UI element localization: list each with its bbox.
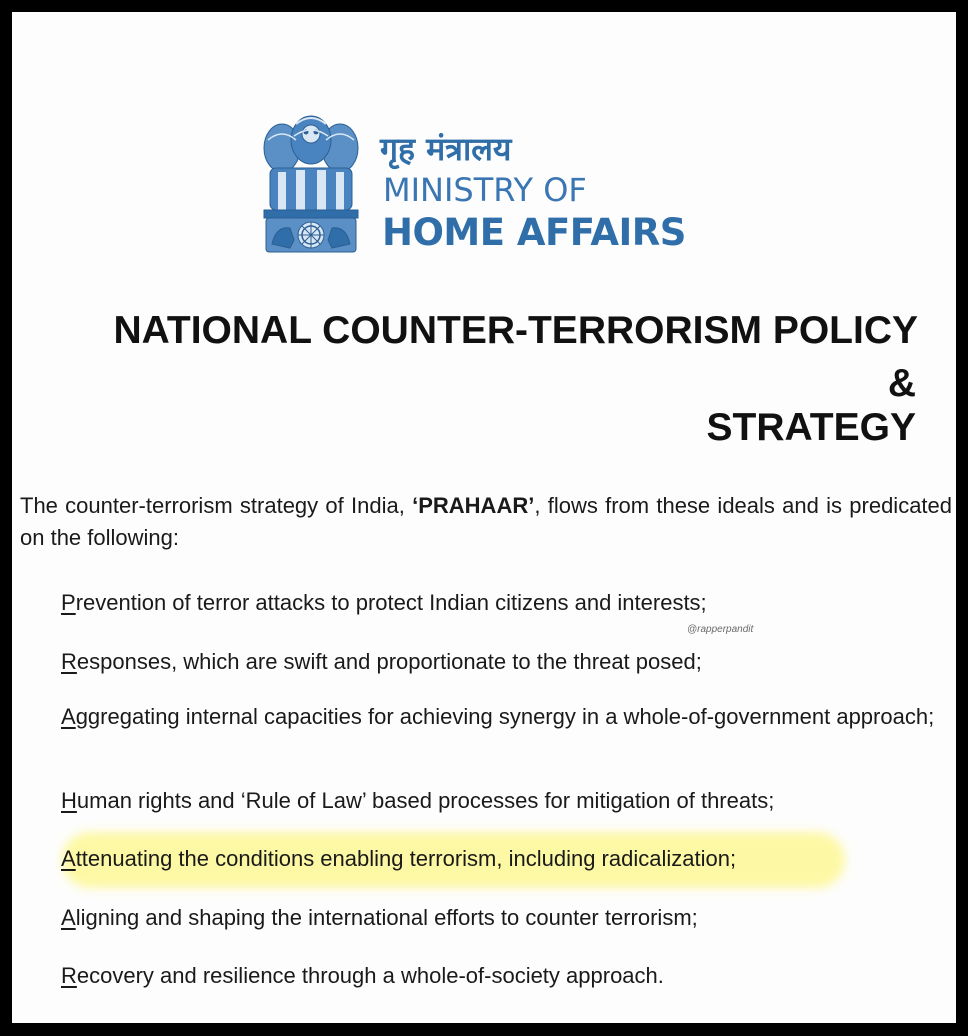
pillar-text: ecovery and resilience through a whole-of-society approach. (76, 963, 664, 988)
pillar-item-responses (61, 649, 951, 675)
pillar-item-prevention (61, 590, 951, 616)
pillar-item-recovery (61, 963, 951, 989)
national-emblem-icon (260, 110, 362, 256)
pillar-item-human-rights (61, 788, 951, 814)
pillar-text: ttenuating the conditions enabling terrorism, including radicalization; (75, 846, 737, 871)
pillar-initial: A (61, 846, 76, 871)
pillar-initial: A (61, 704, 76, 729)
pillar-initial: P (61, 590, 76, 615)
intro-text-after: , flows from these ideals and is predicated on the following: (20, 493, 953, 550)
pillar-item-aggregating (61, 704, 951, 730)
pillar-text: uman rights and ‘Rule of Law’ based processes for mitigation of threats; (76, 788, 775, 813)
document-page (12, 12, 956, 1023)
pillar-initial: R (61, 649, 77, 674)
intro-text-before: The counter-terrorism strategy of India, (20, 493, 413, 518)
strategy-acronym: ‘PRAHAAR’ (412, 493, 535, 518)
watermark-handle: @rapperpandit (687, 624, 754, 635)
document-subtitle: STRATEGY (706, 406, 916, 449)
pillar-text: esponses, which are swift and proportionate to the threat posed; (76, 649, 702, 674)
pillar-text: ggregating internal capacities for achieving synergy in a whole-of-government approach; (75, 704, 935, 729)
pillar-text: ligning and shaping the international efforts to counter terrorism; (75, 905, 698, 930)
ministry-name-hindi: गृह मंत्रालय (380, 130, 512, 168)
ministry-name-line1: MINISTRY OF (383, 171, 587, 209)
document-title-ampersand: & (887, 362, 916, 405)
pillar-initial: A (61, 905, 76, 930)
pillar-initial: H (61, 788, 77, 813)
pillar-text: revention of terror attacks to protect Indian citizens and interests; (75, 590, 707, 615)
pillar-item-aligning (61, 905, 951, 931)
document-title: NATIONAL COUNTER-TERRORISM POLICY (113, 309, 918, 352)
pillar-initial: R (61, 963, 77, 988)
pillar-item-attenuating (61, 846, 951, 872)
ministry-name-line2: HOME AFFAIRS (382, 211, 686, 254)
intro-paragraph (20, 490, 952, 554)
